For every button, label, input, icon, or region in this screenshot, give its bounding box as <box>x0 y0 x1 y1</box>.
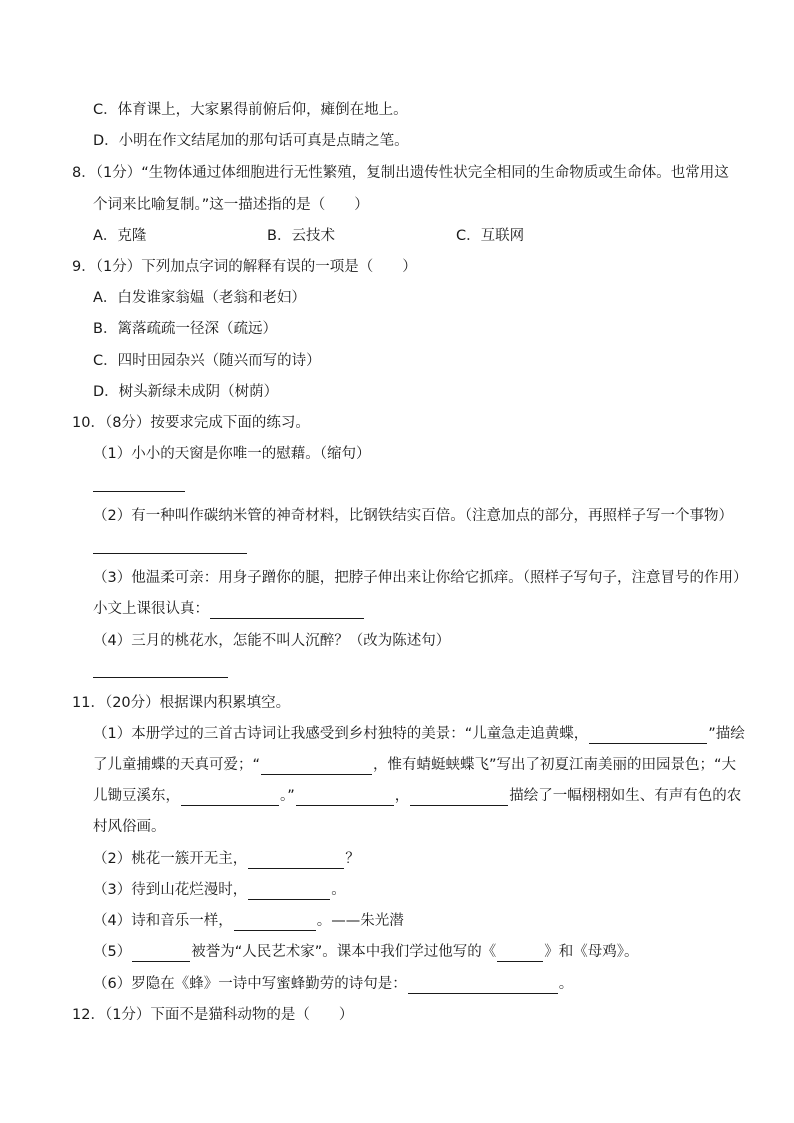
q10-sub4: （4）三月的桃花水，怎能不叫人沉醉？（改为陈述句） <box>93 633 451 649</box>
q11-part3 <box>93 880 346 900</box>
q8-option-c: C．互联网 <box>456 228 525 244</box>
q8-option-b: B．云技术 <box>267 228 335 244</box>
q11-stem: 11．（20分）根据课内积累填空。 <box>72 695 291 711</box>
q11-p1-text-h: 描绘了一幅栩栩如生、有声有色的农 <box>509 788 742 804</box>
q12-stem: 12．（1分）下面不是猫科动物的是（ ） <box>72 1007 354 1023</box>
q11-p5-text-b: 被誉为“人民艺术家”。课本中我们学过他写的《 <box>191 944 497 960</box>
q10-answer-line-2[interactable] <box>93 553 247 554</box>
q11-p1-text-f: 。” <box>280 788 295 804</box>
q10-sub3: （3）他温柔可亲：用身子蹭你的腿，把脖子伸出来让你给它抓痒。（照样子写句子，注意冒号的作用） <box>93 570 748 586</box>
q10-sub3-prompt-text: 小文上课很认真： <box>93 601 209 617</box>
q11-p6-text-b: 。 <box>558 976 574 992</box>
q8-stem-line2: 个词来比喻复制。”这一描述指的是（ ） <box>93 197 369 213</box>
q11-p1-text-c: 了儿童捕蝶的天真可爱；“ <box>93 757 261 773</box>
q11-p2-text-a: （2）桃花一簇开无主， <box>93 851 248 867</box>
q9-stem: 9．（1分）下列加点字词的解释有误的一项是（ ） <box>72 259 417 275</box>
q11-p1-text-e: 儿锄豆溪东， <box>93 788 180 804</box>
q11-blank-3[interactable] <box>181 788 279 806</box>
q11-p4-text-a: （4）诗和音乐一样， <box>93 913 233 929</box>
q11-blank-1[interactable] <box>589 726 707 744</box>
q11-p1-text-g: ， <box>394 788 410 804</box>
q11-p1-text-b: ”描绘 <box>708 726 745 742</box>
q10-answer-line-1[interactable] <box>93 491 185 492</box>
q11-part5 <box>93 942 639 962</box>
q9-option-a: A．白发谁家翁媪（老翁和老妇） <box>93 290 306 306</box>
q11-part1-line1 <box>93 724 745 744</box>
q11-part1-line2 <box>93 755 736 775</box>
q11-p1-text-d: ，惟有蜻蜓蛱蝶飞”写出了初夏江南美丽的田园景色；“大 <box>373 757 737 773</box>
q11-part1-line4: 村风俗画。 <box>93 819 166 835</box>
q11-p5-text-c: 》和《母鸡》。 <box>544 944 639 960</box>
q11-blank-4[interactable] <box>296 788 394 806</box>
q7-option-d: D．小明在作文结尾加的那句话可真是点睛之笔。 <box>93 133 409 149</box>
q8-option-a: A．克隆 <box>93 228 147 244</box>
q10-answer-line-4[interactable] <box>93 677 228 678</box>
q11-part1-line3 <box>93 786 741 806</box>
q11-p1-text-a: （1）本册学过的三首古诗词让我感受到乡村独特的美景：“儿童急走追黄蝶， <box>93 726 589 742</box>
q11-blank-10[interactable] <box>497 944 543 962</box>
q8-stem-line1: 8．（1分）“生物体通过体细胞进行无性繁殖，复制出遗传性状完全相同的生命物质或生命体。也常用这 <box>72 165 729 181</box>
q11-p3-text-b: 。 <box>331 882 346 898</box>
q10-blank-3[interactable] <box>210 601 364 619</box>
q10-sub2: （2）有一种叫作碳纳米管的神奇材料，比钢铁结实百倍。（注意加点的部分，再照样子写一个事物） <box>93 508 733 524</box>
q10-sub1: （1）小小的天窗是你唯一的慰藉。（缩句） <box>93 446 371 462</box>
q11-p2-text-b: ？ <box>345 851 360 867</box>
q11-p5-text-a: （5） <box>93 944 132 960</box>
q11-blank-9[interactable] <box>132 944 190 962</box>
q11-blank-6[interactable] <box>248 851 344 869</box>
q11-part4 <box>93 911 404 931</box>
q10-stem: 10．（8分）按要求完成下面的练习。 <box>72 415 310 431</box>
q9-option-d: D．树头新绿未成阴（树荫） <box>93 384 279 400</box>
q11-p6-text-a: （6）罗隐在《蜂》一诗中写蜜蜂勤劳的诗句是： <box>93 976 407 992</box>
q11-blank-11[interactable] <box>408 976 558 994</box>
q9-option-c: C．四时田园杂兴（随兴而写的诗） <box>93 353 321 369</box>
q11-blank-5[interactable] <box>410 788 508 806</box>
q9-option-b: B．篱落疏疏一径深（疏远） <box>93 321 277 337</box>
q11-p3-text-a: （3）待到山花烂漫时， <box>93 882 248 898</box>
q11-blank-7[interactable] <box>248 882 330 900</box>
q11-part2 <box>93 849 360 869</box>
q10-sub3-prompt <box>93 599 365 619</box>
q11-blank-2[interactable] <box>261 757 372 775</box>
q11-part6 <box>93 974 573 994</box>
q11-p4-text-b: 。——朱光潜 <box>316 913 404 929</box>
q7-option-c: C．体育课上，大家累得前俯后仰，瘫倒在地上。 <box>93 102 408 118</box>
q11-blank-8[interactable] <box>234 913 316 931</box>
